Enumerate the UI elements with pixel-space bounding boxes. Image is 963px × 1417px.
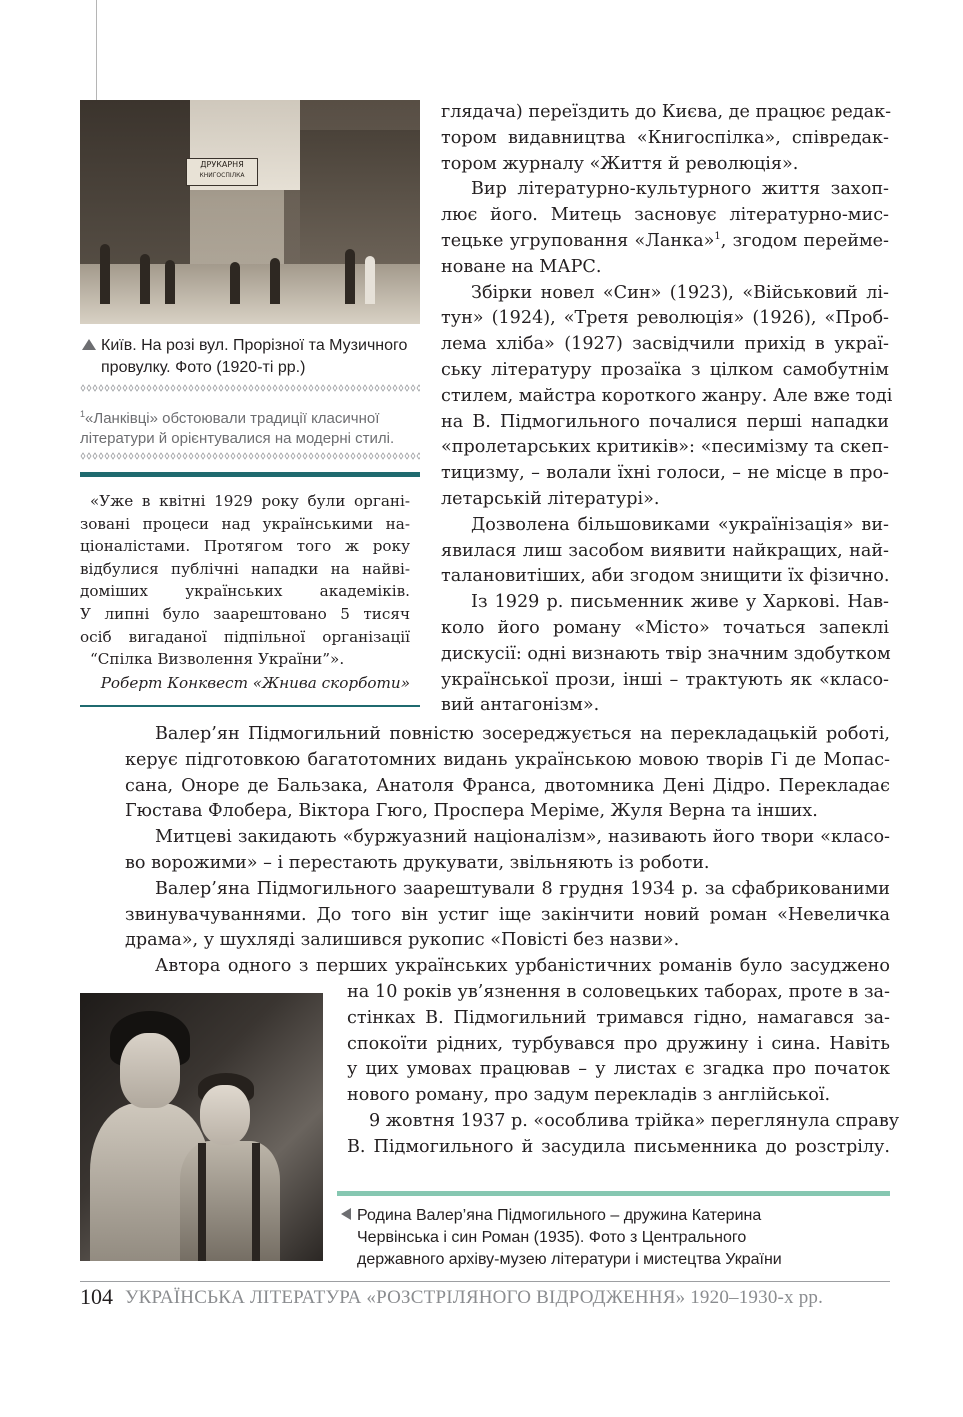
photo2-caption: Родина Валер’яна Підмогильного – дружина Катерина Червінська і син Роман (1935). Фото з Центрального державного архіву-музею літератури і мистецтва України — [341, 1205, 861, 1271]
paragraph: Автора одного з перших українських урбаністичних романів було засуджено — [155, 956, 890, 977]
full-width-text — [125, 722, 890, 980]
printing-house-sign: ДРУКАРНЯ КНИГОСПІЛКА — [186, 158, 258, 186]
conquest-quote: «Уже в квітні 1929 року були органі- зовані процеси над українськими на- ціоналістами. Протягом того ж року відбулися публічні нападки на найві- доміших українських академіків. У липні було заарештовано 5 тисяч осіб вигаданої підпільної організації “Спілка Визволення України”». Роберт Конквест «Жнива скорботи» — [80, 490, 410, 694]
margin-line — [96, 0, 97, 100]
footer-rule — [80, 1281, 890, 1282]
paragraph: Дозволена більшовиками «українізація» ви- явилася лиш засобом виявити найкращих, най- талановитіших, аби згодом знищити їх фізично. — [441, 514, 890, 587]
running-title: УКРАЇНСЬКА ЛІТЕРАТУРА «РОЗСТРІЛЯНОГО ВІДРОДЖЕННЯ» 1920–1930-х рр. — [125, 1287, 824, 1308]
diamond-separator — [80, 452, 420, 460]
right-column-text — [441, 100, 893, 719]
paragraph: Збірки новел «Син» (1923), «Військовий лі- тун» (1924), «Третя революція» (1926), «Проб- лема хліба» (1927) засвідчили прихід в украї- ську літературу прозаїка з цілком самобутнім стилем, майстра короткого жанру. Але вже тоді на В. Підмогильного почалися перші нападки «пролетарських критиків»: «песимізму та скеп- тицизму, – волали їхні голоси, – не місце в про- летарській літературі». — [441, 282, 893, 509]
diamond-separator — [80, 384, 420, 392]
family-photo — [80, 993, 323, 1261]
quote-source: Роберт Конквест «Жнива скорботи» — [100, 673, 410, 692]
caption-rule — [337, 1191, 890, 1196]
kyiv-street-photo — [80, 100, 420, 324]
footnote: $^1$«Ланківці» обстоювали традиції класичної літератури й орієнтувалися на модерні стилі. — [80, 409, 395, 447]
paragraph: Митцеві закидають «буржуазний націоналізм», називають його твори «класо- во ворожими» – і перестають друкувати, звільняють із роботи. — [125, 827, 890, 873]
triangle-left-icon — [341, 1208, 351, 1220]
quote-bottom-rule — [80, 705, 420, 707]
paragraph: Із 1929 р. письменник живе у Харкові. Нав- коло його роману «Місто» точаться запеклі дискусії: одні визнають твір значним здобутком української прози, інші – трактують як «класо- вий антагонізм». — [441, 592, 891, 716]
paragraph: глядача) переїздить до Києва, де працює редак- тором видавництва «Книгоспілка», співредак- тором журналу «Життя й революція». — [441, 102, 892, 174]
page-number: 104 — [80, 1284, 113, 1309]
paragraph: на 10 років ув’язнення в соловецьких таборах, проте в за- стінках В. Підмогильний тримався гідно, намагався за- спокоїти рідних, турбувався про дружину і сина. Навіть у цих умовах працював – у листах є згадка про початок нового роману, про задум перекладів з англійської. — [347, 982, 890, 1106]
paragraph: Вир літературно-культурного життя захоп- лює його. Митець засновує літературно-мис- тецьке угруповання «Ланка»$^1$, згодом перейме- новане на МАРС. — [441, 179, 889, 277]
paragraph: Валер’яна Підмогильного заарештували 8 грудня 1934 р. за сфабрикованими звинувачуваннями. До того він устиг іще закінчити новий роман «Невеличка драма», у шухляді залишився рукопис «Повісті без назви». — [125, 878, 890, 951]
quote-top-rule — [80, 472, 420, 477]
triangle-up-icon — [82, 339, 96, 350]
paragraph: Валер’ян Підмогильний повністю зосереджується на перекладацькій роботі, керує підготовкою багатотомних видань українською мовою творів Гі де Мопас- сана, Оноре де Бальзака, Анатоля Франса, двотомника Дені Дідро. Перекладає Гюстава Флобера, Віктора Гюго, Проспера Меріме, Жуля Верна та інших. — [125, 724, 890, 822]
wrapped-text — [347, 980, 900, 1161]
paragraph: 9 жовтня 1937 р. «особлива трійка» переглянула справу В. Підмогильного й засудила письменника до розстрілу. — [347, 1110, 900, 1157]
photo1-caption: Київ. На розі вул. Прорізної та Музичного провулку. Фото (1920-ті рр.) — [82, 335, 422, 379]
